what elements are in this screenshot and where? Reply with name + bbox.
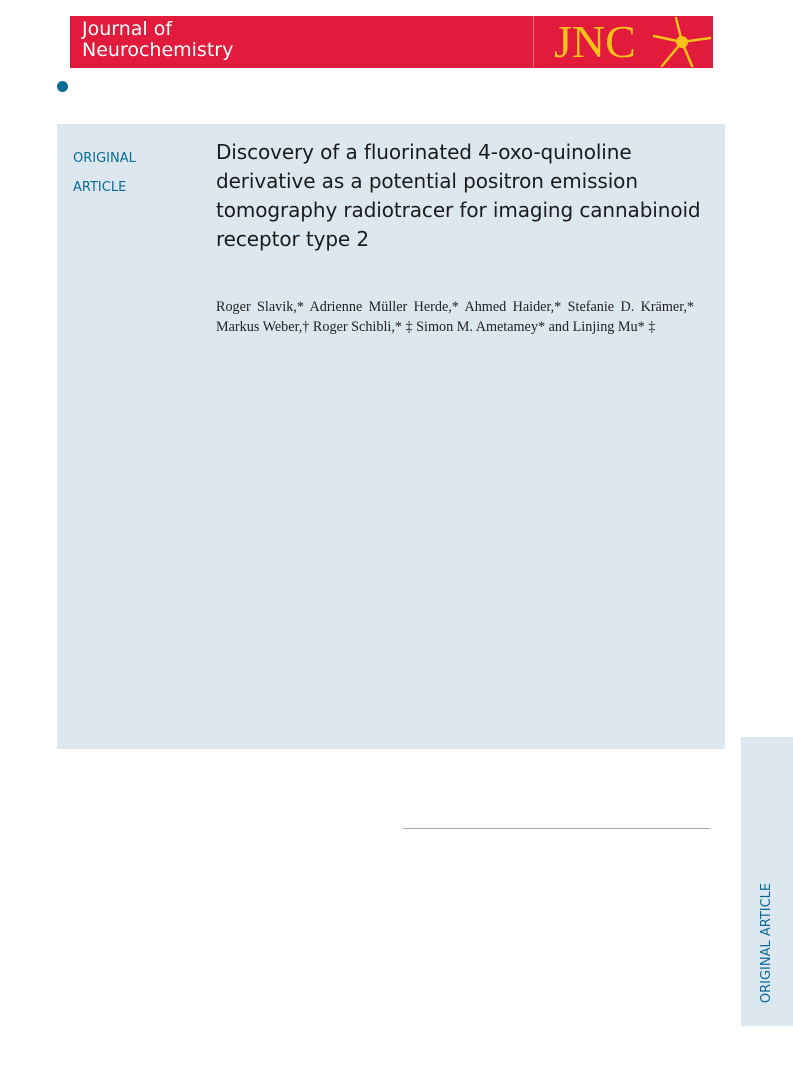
horizontal-divider <box>403 828 710 829</box>
section-label-line-1: ORIGINAL <box>73 151 136 166</box>
neuron-star-icon <box>652 16 713 68</box>
journal-banner <box>70 16 713 68</box>
journal-logo-text: JNC <box>554 16 636 67</box>
banner-divider <box>533 16 534 68</box>
author-list: Roger Slavik,* Adrienne Müller Herde,* Ahmed Haider,* Stefanie D. Krämer,* Markus Weber,† Roger Schibli,* ‡ Simon M. Ametamey* and Linjing Mu* ‡ <box>216 299 694 335</box>
journal-name <box>82 19 382 61</box>
article-header-panel <box>57 124 725 749</box>
section-label-line-2: ARTICLE <box>73 180 127 195</box>
section-label <box>73 144 193 202</box>
article-title: Discovery of a fluorinated 4-oxo-quinoline derivative as a potential positron emission tomography radiotracer for imaging cannabinoid receptor type 2 <box>216 140 701 251</box>
bullet-dot <box>57 81 68 92</box>
journal-name-line-1: Journal of <box>82 18 173 40</box>
side-tab <box>741 737 793 1026</box>
side-tab-label: ORIGINAL ARTICLE <box>759 882 774 1004</box>
journal-name-line-2: Neurochemistry <box>82 39 234 61</box>
